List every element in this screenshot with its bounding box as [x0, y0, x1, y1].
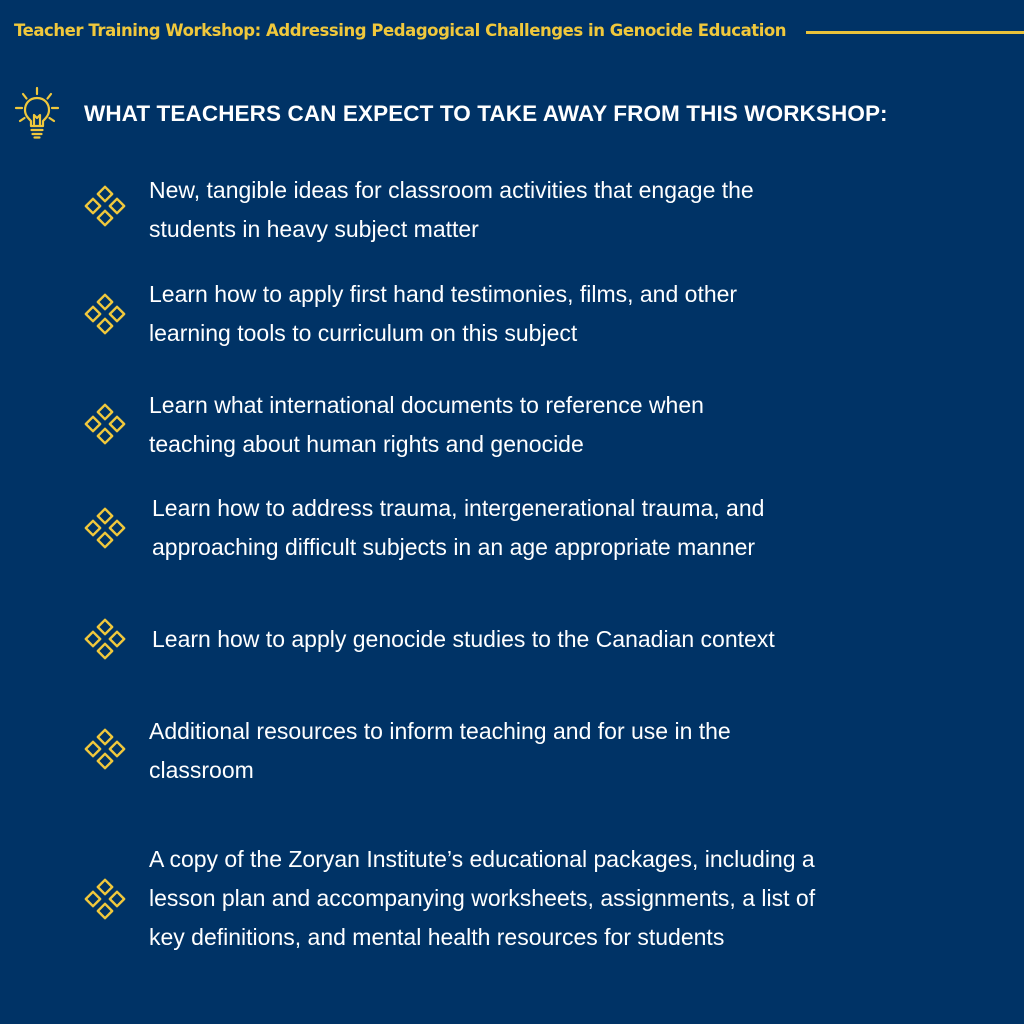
diamond-cluster-icon [82, 402, 128, 448]
list-item-text: key definitions, and mental health resources for students [149, 924, 725, 950]
list-item-text: approaching difficult subjects in an age appropriate manner [152, 534, 756, 560]
list-item-text: Learn what international documents to reference when [149, 392, 704, 418]
list-item-text: Learn how to apply genocide studies to the Canadian context [152, 626, 775, 652]
list-item-text: Learn how to apply first hand testimonies, films, and other [149, 281, 738, 307]
diamond-cluster-icon [82, 877, 128, 923]
lightbulb-icon [12, 84, 62, 144]
list-item-text: Additional resources to inform teaching and for use in the [149, 718, 731, 744]
diamond-cluster-icon [82, 506, 128, 552]
diamond-cluster-icon [82, 292, 128, 338]
list-item-text: students in heavy subject matter [149, 216, 479, 242]
title-divider [806, 31, 1024, 34]
list-item-text: learning tools to curriculum on this subject [149, 320, 578, 346]
diamond-cluster-icon [82, 727, 128, 773]
list-item-text: A copy of the Zoryan Institute’s educational packages, including a [149, 846, 815, 872]
list-item-text: lesson plan and accompanying worksheets, assignments, a list of [149, 885, 816, 911]
section-heading: WHAT TEACHERS CAN EXPECT TO TAKE AWAY FROM THIS WORKSHOP: [84, 101, 888, 126]
list-item-text: teaching about human rights and genocide [149, 431, 584, 457]
list-item-text: classroom [149, 757, 254, 783]
diamond-cluster-icon [82, 184, 128, 230]
list-item-text: New, tangible ideas for classroom activities that engage the [149, 177, 754, 203]
list-item-text: Learn how to address trauma, intergenerational trauma, and [152, 495, 765, 521]
page-title: Teacher Training Workshop: Addressing Pedagogical Challenges in Genocide Education [14, 21, 787, 40]
diamond-cluster-icon [82, 617, 128, 663]
